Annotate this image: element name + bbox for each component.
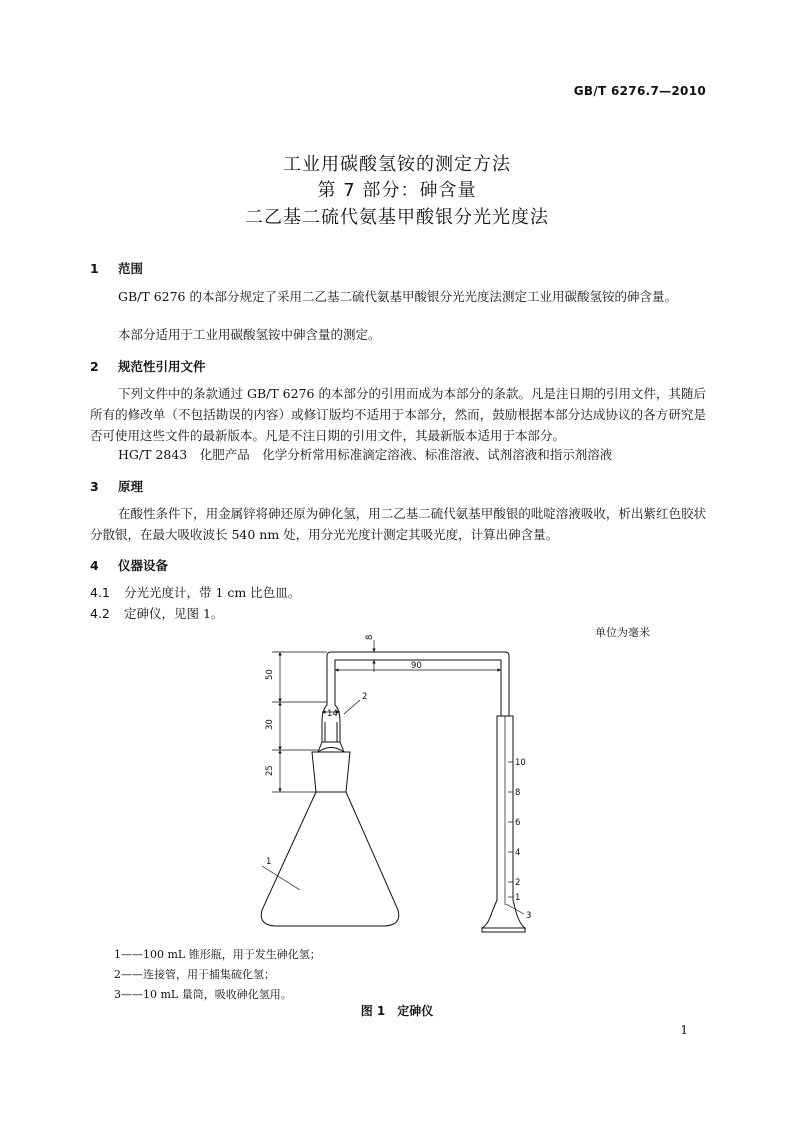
- section-title: 仪器设备: [118, 558, 169, 573]
- dim-label-14: 14: [327, 709, 338, 719]
- figure-caption: [0, 1002, 794, 1019]
- dim-label-30: 30: [265, 719, 275, 730]
- scale-mark-4: 4: [515, 848, 521, 858]
- item-number: 4.2: [90, 606, 110, 621]
- section-number: 1: [90, 261, 99, 276]
- scale-mark-8: 8: [515, 788, 521, 798]
- document-title-line1: 工业用碳酸氢铵的测定方法: [283, 154, 511, 175]
- figure-legend-3: 3——10 mL 量筒，吸收砷化氢用。: [114, 988, 292, 1001]
- part-label-2: 2: [362, 692, 368, 702]
- dim-label-8: 8: [365, 634, 375, 640]
- item-number: 4.1: [90, 585, 110, 600]
- scale-mark-2: 2: [515, 878, 521, 888]
- section-number: 3: [90, 479, 99, 494]
- ground-joint: [312, 752, 350, 792]
- document-title-line2: 第 7 部分：砷含量: [317, 180, 477, 201]
- section-2-paragraph-1: 下列文件中的条款通过 GB/T 6276 的本部分的引用而成为本部分的条款。凡是注日期的引用文件，其随后所有的修改单（不包括勘误的内容）或修订版均不适用于本部分，然而，鼓励根据本部分达成协议的各方研究是否可使用这些文件的最新版本。凡是不注日期的引用文件，其最新版本适用于本部分。: [90, 386, 706, 443]
- section-3-paragraph-1: 在酸性条件下，用金属锌将砷还原为砷化氢，用二乙基二硫代氨基甲酸银的吡啶溶液吸收，析出紫红色胶状分散银，在最大吸收波长 540 nm 处，用分光光度计测定其吸光度，计算出砷含量。: [90, 506, 706, 542]
- part-label-1: 1: [266, 857, 272, 867]
- section-1-paragraph-2: 本部分适用于工业用碳酸氢铵中砷含量的测定。: [118, 327, 381, 342]
- figure-unit-note: 单位为毫米: [595, 626, 650, 639]
- document-title-line3: 二乙基二硫代氨基甲酸银分光光度法: [245, 207, 549, 228]
- figure-legend-1: 1——100 mL 锥形瓶，用于发生砷化氢；: [114, 948, 321, 961]
- standard-number: GB/T 6276.7—2010: [573, 84, 706, 98]
- item-text: 定砷仪，见图 1。: [124, 606, 224, 621]
- figure-caption-title: 定砷仪: [397, 1004, 434, 1018]
- dim-label-90: 90: [411, 661, 422, 671]
- scale-mark-6: 6: [515, 818, 521, 828]
- scale-mark-10: 10: [515, 758, 526, 768]
- figure-legend-2: 2——连接管，用于捕集硫化氢；: [114, 968, 275, 981]
- figure-caption-number: 图 1: [360, 1004, 386, 1018]
- section-1-paragraph-1: GB/T 6276 的本部分规定了采用二乙基二硫代氨基甲酸银分光光度法测定工业用碳酸氢铵的砷含量。: [118, 289, 677, 304]
- section-number: 2: [90, 359, 99, 374]
- scale-mark-1: 1: [515, 893, 521, 903]
- page-number: 1: [680, 1023, 688, 1037]
- section-title: 范围: [118, 261, 144, 276]
- section-title: 规范性引用文件: [118, 359, 206, 374]
- section-number: 4: [90, 558, 99, 573]
- dim-label-25: 25: [265, 765, 275, 776]
- conical-flask-outline: [261, 792, 399, 926]
- item-text: 分光光度计，带 1 cm 比色皿。: [124, 585, 301, 600]
- dim-label-50: 50: [265, 669, 275, 680]
- section-title: 原理: [118, 479, 144, 494]
- section-2-reference: HG/T 2843 化肥产品 化学分析常用标准滴定溶液、标准溶液、试剂溶液和指示剂溶液: [118, 447, 613, 462]
- part-label-3: 3: [526, 911, 532, 921]
